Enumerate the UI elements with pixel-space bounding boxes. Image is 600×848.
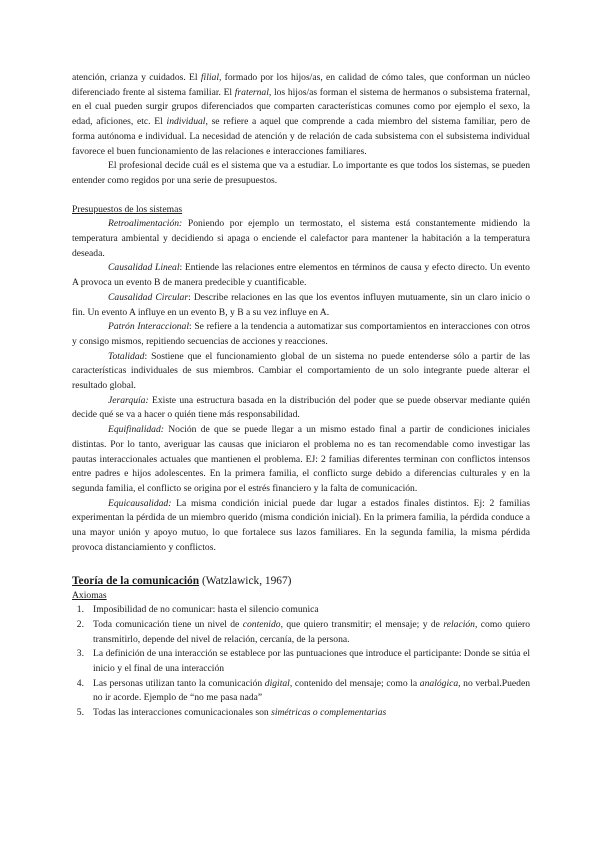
axioma-item bbox=[72, 603, 530, 618]
emphasis-text: Causalidad Circular bbox=[108, 291, 189, 303]
axiomas-heading: Axiomas bbox=[72, 589, 107, 601]
text-run: , que quiero transmitir; el mensaje; y de bbox=[280, 618, 444, 630]
text-run: , contenido del mensaje; como la bbox=[289, 677, 420, 689]
text-run: , se refiere a aquel que comprende a cada miembro del sistema familiar, pero de forma autónoma e individual. La necesidad de atención y de relación de cada subsistema con el subsistema individual favorece el buen funcionamiento de las relaciones e interacciones familiares. bbox=[72, 116, 530, 157]
axioma-item bbox=[72, 706, 530, 721]
text-run: atención, crianza y cuidados. El bbox=[72, 72, 201, 83]
emphasis-text: Retroalimentación: bbox=[108, 218, 183, 230]
text-run: : Sostiene que el funcionamiento global de un sistema no puede entenderse sólo a partir de las características individuales de sus miembros. Cambiar el comportamiento de un solo integrante puede alterar el resultado global. bbox=[72, 350, 530, 392]
emphasis-text: contenido bbox=[242, 618, 281, 630]
presupuesto-item bbox=[72, 423, 530, 497]
emphasis-text: digital bbox=[264, 677, 290, 689]
text-run: : Se refiere a la tendencia a automatizar sus comportamientos en interacciones con otros y consigo mismos, repitiendo secuencias de acciones y reacciones. bbox=[72, 321, 530, 347]
presupuesto-item bbox=[72, 497, 530, 556]
emphasis-text: relación bbox=[443, 618, 475, 630]
emphasis-text: fraternal bbox=[234, 86, 269, 98]
emphasis-text: Equifinalidad: bbox=[108, 424, 164, 436]
section-heading-teoria bbox=[72, 573, 530, 589]
presupuesto-item bbox=[72, 291, 530, 320]
text-run: : Describe relaciones en las que los eventos influyen mutuamente, sin un claro inicio o fin. Un evento A influye en un evento B, y B a su vez influye en A. bbox=[72, 291, 531, 318]
text-run: Noción de que se puede llegar a un mismo estado final a partir de condiciones iniciales distintas. Por lo tanto, averiguar las causas que iniciaron el problema no es tan recomendable como investigar las pautas interaccionales actuales que mantienen el problema. EJ: 2 familias diferentes terminan con conflictos intensos entre padres e hijos adolescentes. En la primera familia, el conflicto surge debido a diferencias culturales y en la segunda familia, el conflicto se origina por el estrés financiero y la falta de comunicación. bbox=[72, 424, 530, 494]
emphasis-text: Totalidad bbox=[108, 350, 145, 362]
text-run: : Entiende las relaciones entre elementos en términos de causa y efecto directo. Un evento A provoca un evento B de manera predecible y cuantificable. bbox=[72, 262, 530, 289]
teoria-title: Teoría de la comunicación bbox=[72, 574, 200, 587]
intro-paragraph-subsystems bbox=[72, 71, 530, 159]
axioma-number: 1. bbox=[76, 604, 84, 616]
text-run: , los hijos/as forman el sistema de hermanos o subsistema fraternal, en el cual pueden surgir grupos diferenciados que comparten características comunes como por ejemplo el sexo, la edad, aficiones, etc. El bbox=[72, 86, 530, 128]
axioma-number: 3. bbox=[76, 648, 84, 660]
axioma-number: 4. bbox=[76, 677, 84, 689]
teoria-citation: (Watzlawick, 1967) bbox=[199, 574, 292, 587]
emphasis-text: Equicausalidad: bbox=[108, 497, 172, 509]
section-heading-presupuestos: Presupuestos de los sistemas bbox=[72, 203, 183, 215]
text-run: Imposibilidad de no comunicar: hasta el silencio comunica bbox=[93, 604, 319, 616]
presupuestos-list bbox=[72, 217, 530, 555]
axioma-item bbox=[72, 677, 530, 706]
axioma-number: 2. bbox=[76, 618, 84, 630]
axiomas-list bbox=[72, 603, 530, 721]
presupuesto-item bbox=[72, 350, 530, 394]
text-run: , no verbal.Pueden no ir acorde. Ejemplo de “no me pasa nada” bbox=[93, 677, 530, 704]
intro-paragraph-professional: El profesional decide cuál es el sistema que va a estudiar. Lo importante es que todos los sistemas, se pueden entender como regidos por una serie de presupuestos. bbox=[72, 160, 530, 186]
emphasis-text: individual bbox=[166, 116, 206, 128]
presupuesto-item bbox=[72, 217, 530, 261]
emphasis-text: filial bbox=[200, 72, 219, 83]
text-run: , como quiero transmitirlo, depende del nivel de relación, cercanía, de la persona. bbox=[93, 618, 530, 645]
emphasis-text: simétricas o complementarias bbox=[271, 707, 387, 719]
emphasis-text: Jerarquía: bbox=[108, 394, 149, 406]
emphasis-text: Causalidad Lineal bbox=[108, 262, 180, 274]
text-run: , formado por los hijos/as, en calidad de cómo tales, que conforman un núcleo diferenciado frente al sistema familiar. El bbox=[72, 72, 530, 98]
emphasis-text: analógica bbox=[419, 677, 459, 689]
presupuesto-item bbox=[72, 394, 530, 423]
text-run: Existe una estructura basada en la distribución del poder que se puede observar mediante quién decide qué se va a hacer o quién tiene más responsabilidad. bbox=[72, 394, 530, 421]
presupuesto-item bbox=[72, 320, 530, 349]
presupuesto-item bbox=[72, 261, 530, 290]
axioma-item bbox=[72, 647, 530, 676]
axioma-item bbox=[72, 618, 530, 647]
text-run: Todas las interacciones comunicacionales son bbox=[93, 707, 272, 719]
text-run: La definición de una interacción se establece por las puntuaciones que introduce el participante: Donde se sitúa el inicio y el final de una interacción bbox=[93, 648, 530, 675]
axioma-number: 5. bbox=[76, 707, 84, 719]
text-run: Las personas utilizan tanto la comunicación bbox=[93, 677, 265, 689]
emphasis-text: Patrón Interaccional bbox=[108, 321, 189, 333]
text-run: La misma condición inicial puede dar lugar a estados finales distintos. Ej: 2 familias experimentan la pérdida de un miembro querido (misma condición inicial). En la primera familia, la pérdida conduce a una mayor unión y apoyo mutuo, lo que fortalece sus lazos familiares. En la segunda familia, la misma pérdida provoca distanciamiento y conflictos. bbox=[72, 497, 530, 553]
text-run: Poniendo por ejemplo un termostato, el sistema está constantemente midiendo la temperatura ambiental y decidiendo si apaga o enciende el calefactor para mantener la habitación a la temperatura deseada. bbox=[72, 218, 530, 259]
document-page bbox=[72, 71, 530, 721]
text-run: Toda comunicación tiene un nivel de bbox=[93, 618, 243, 630]
